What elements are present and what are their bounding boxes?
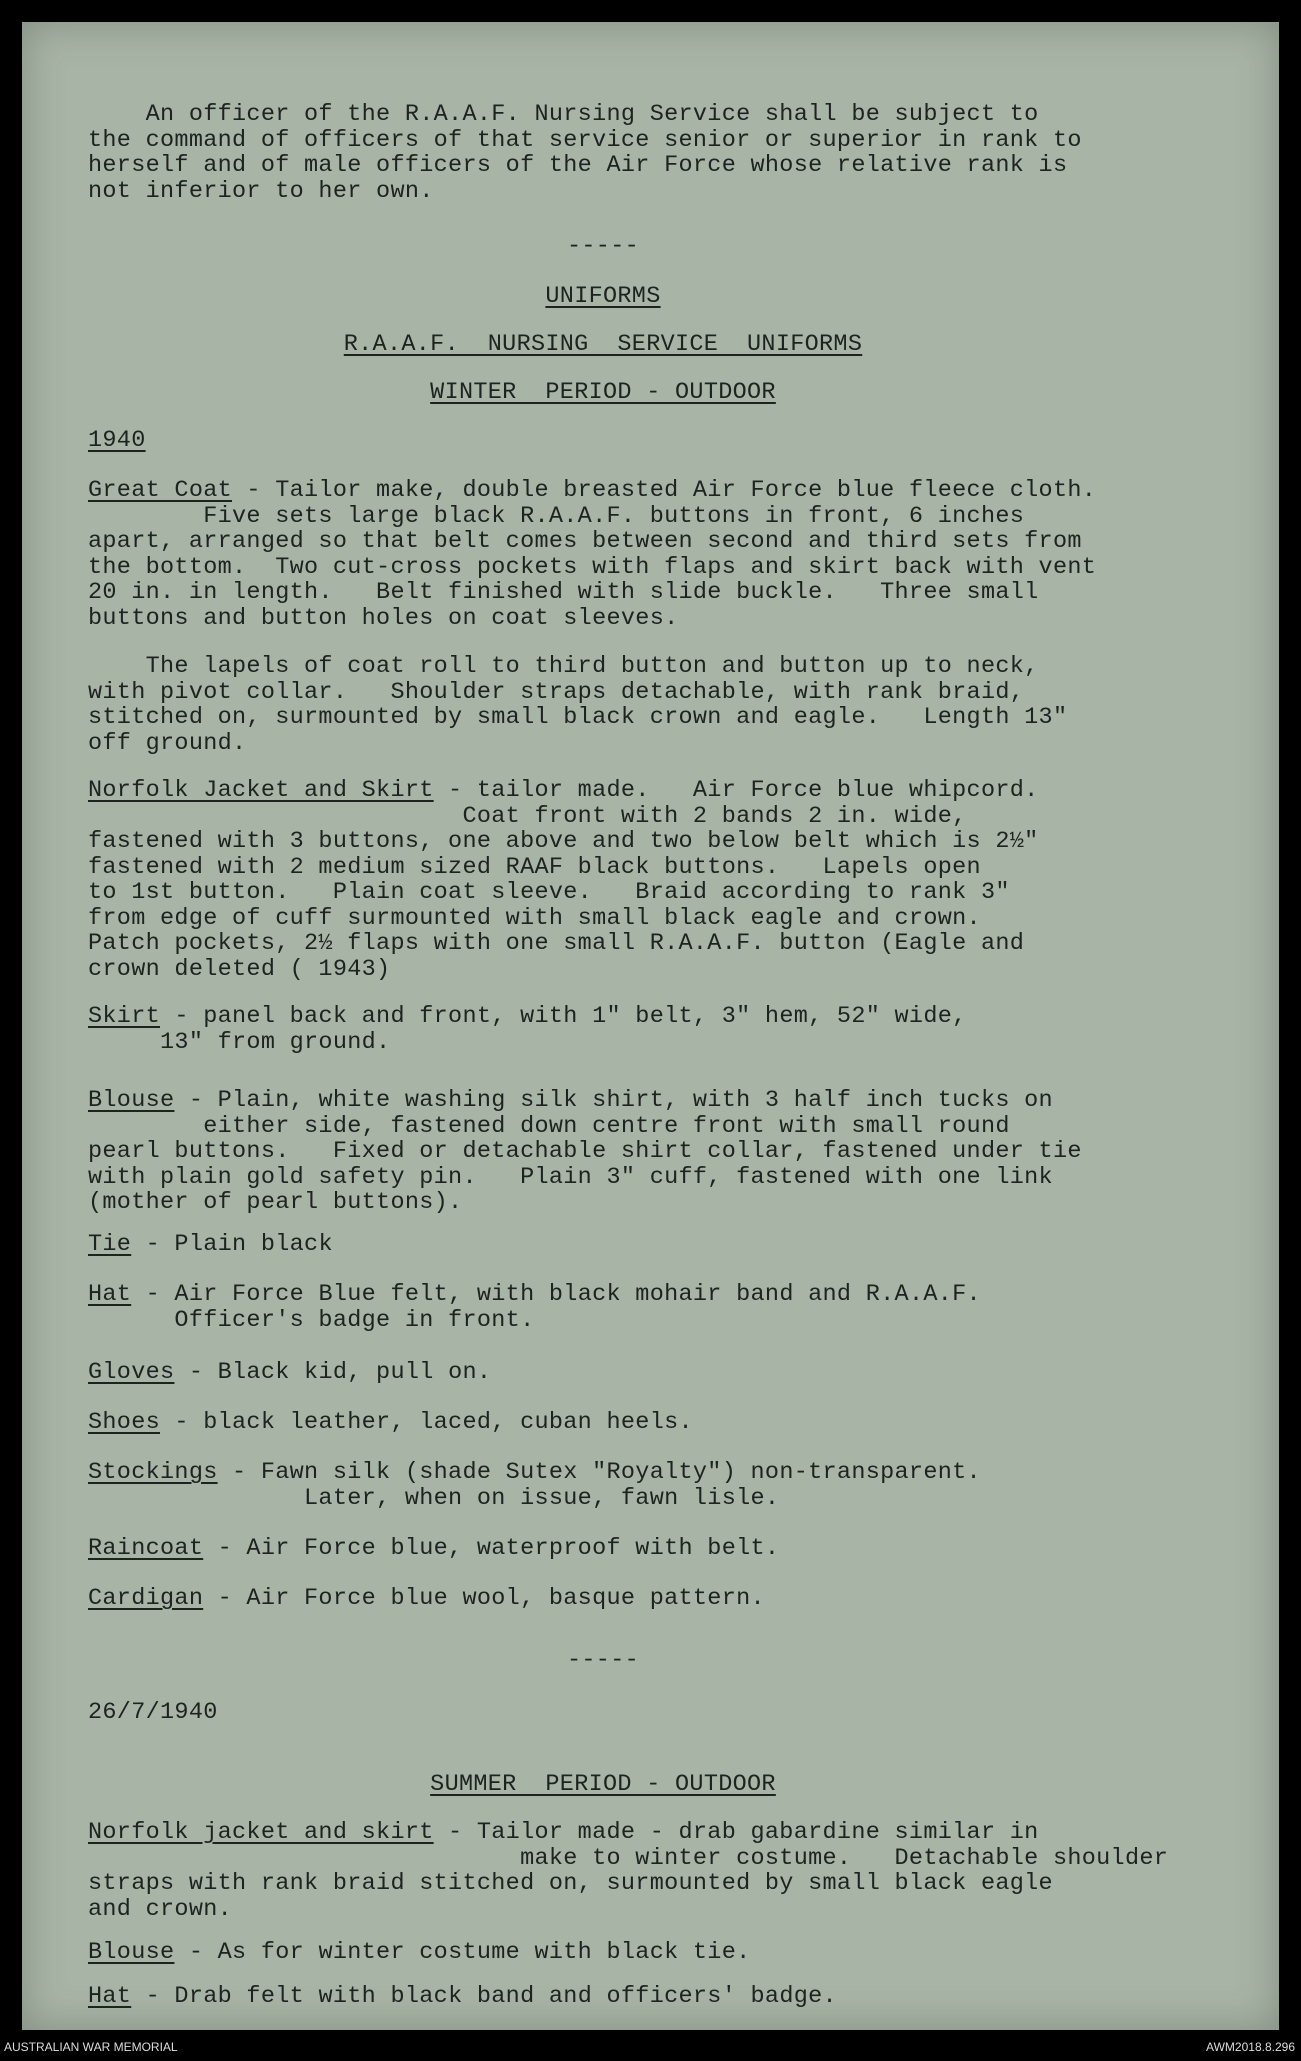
cardigan-term: Cardigan xyxy=(88,1585,204,1612)
great-coat-paragraph-2: The lapels of coat roll to third button and button up to neck, with pivot collar. Shoulder straps detachable, with rank braid, stitched on, surmounted by small black crown and eagle. Length 13" off ground. xyxy=(88,653,1068,757)
separator: ----- xyxy=(566,233,639,260)
document-sheet xyxy=(22,22,1279,2030)
heading-service: R.A.A.F. NURSING SERVICE UNIFORMS xyxy=(343,331,863,358)
summer-blouse-term: Blouse xyxy=(88,1939,175,1966)
stockings-entry: Stockings - Fawn silk (shade Sutex "Royalty") non-transparent. Later, when on issue, fawn lisle. xyxy=(88,1459,981,1512)
gloves-entry: Gloves - Black kid, pull on. xyxy=(88,1359,492,1386)
date-label: 26/7/1940 xyxy=(88,1699,218,1726)
footer-accession: AWM2018.8.296 xyxy=(1206,2040,1295,2054)
tie-entry: Tie - Plain black xyxy=(88,1231,333,1258)
shoes-entry: Shoes - black leather, laced, cuban heels. xyxy=(88,1409,693,1436)
hat-entry: Hat - Air Force Blue felt, with black mohair band and R.A.A.F. Officer's badge in front. xyxy=(88,1281,981,1334)
intro-line: not inferior to her own. xyxy=(88,177,434,205)
summer-hat-entry: Hat - Drab felt with black band and officers' badge. xyxy=(88,1983,837,2010)
norfolk-jacket-entry: Norfolk Jacket and Skirt - tailor made. Air Force blue whipcord. Coat front with 2 bands 2 in. wide, fastened with 3 buttons, one above and two below belt which is 2½" fastened with 2 medium sized RAAF black buttons. Lapels open to 1st button. Plain coat sleeve. Braid according to rank 3" from edge of cuff surmounted with small black eagle and crown. Patch pockets, 2½ flaps with one small R.A.A.F. button (Eagle and crown deleted ( 1943) xyxy=(88,777,1039,983)
tie-term: Tie xyxy=(88,1231,132,1258)
heading-summer: SUMMER PERIOD - OUTDOOR xyxy=(430,1771,776,1798)
hat-term: Hat xyxy=(88,1281,132,1308)
raincoat-term: Raincoat xyxy=(88,1535,204,1562)
skirt-term: Skirt xyxy=(88,1003,161,1030)
cardigan-entry: Cardigan - Air Force blue wool, basque pattern. xyxy=(88,1585,765,1612)
summer-blouse-entry: Blouse - As for winter costume with black tie. xyxy=(88,1939,751,1966)
blouse-entry: Blouse - Plain, white washing silk shirt, with 3 half inch tucks on either side, fastened down centre front with small round pearl buttons. Fixed or detachable shirt collar, fastened under tie with plain gold safety pin. Plain 3" cuff, fastened with one link (mother of pearl buttons). xyxy=(88,1087,1082,1216)
summer-norfolk-term: Norfolk jacket and skirt xyxy=(88,1819,434,1846)
summer-hat-term: Hat xyxy=(88,1983,132,2010)
great-coat-term: Great Coat xyxy=(88,477,233,504)
great-coat-entry: Great Coat - Tailor make, double breasted Air Force blue fleece cloth. Five sets large black R.A.A.F. buttons in front, 6 inches apart, arranged so that belt comes between second and third sets from the bottom. Two cut-cross pockets with flaps and skirt back with vent 20 in. in length. Belt finished with slide buckle. Three small buttons and button holes on coat sleeves. xyxy=(88,477,1097,632)
shoes-term: Shoes xyxy=(88,1409,161,1436)
separator: ----- xyxy=(566,1647,639,1674)
heading-winter: WINTER PERIOD - OUTDOOR xyxy=(430,379,776,406)
skirt-entry: Skirt - panel back and front, with 1" belt, 3" hem, 52" wide, 13" from ground. xyxy=(88,1003,967,1056)
blouse-term: Blouse xyxy=(88,1087,175,1114)
norfolk-jacket-term: Norfolk Jacket and Skirt xyxy=(88,777,434,804)
intro-line: An officer of the R.A.A.F. Nursing Service shall be subject to xyxy=(88,101,1039,128)
intro-line: the command of officers of that service senior or superior in rank to xyxy=(88,126,1082,154)
intro-line: herself and of male officers of the Air Force whose relative rank is xyxy=(88,152,1068,179)
intro-paragraph xyxy=(88,102,1082,204)
gloves-term: Gloves xyxy=(88,1359,175,1386)
footer-credit: AUSTRALIAN WAR MEMORIAL xyxy=(4,2040,178,2054)
heading-uniforms: UNIFORMS xyxy=(545,283,661,310)
stockings-term: Stockings xyxy=(88,1459,218,1486)
summer-norfolk-entry: Norfolk jacket and skirt - Tailor made - drab gabardine similar in make to winter costume. Detachable shoulder straps with rank braid stitched on, surmounted by small black eagle and crown. xyxy=(88,1819,1169,1923)
raincoat-entry: Raincoat - Air Force blue, waterproof with belt. xyxy=(88,1535,780,1562)
year-label: 1940 xyxy=(88,427,146,454)
